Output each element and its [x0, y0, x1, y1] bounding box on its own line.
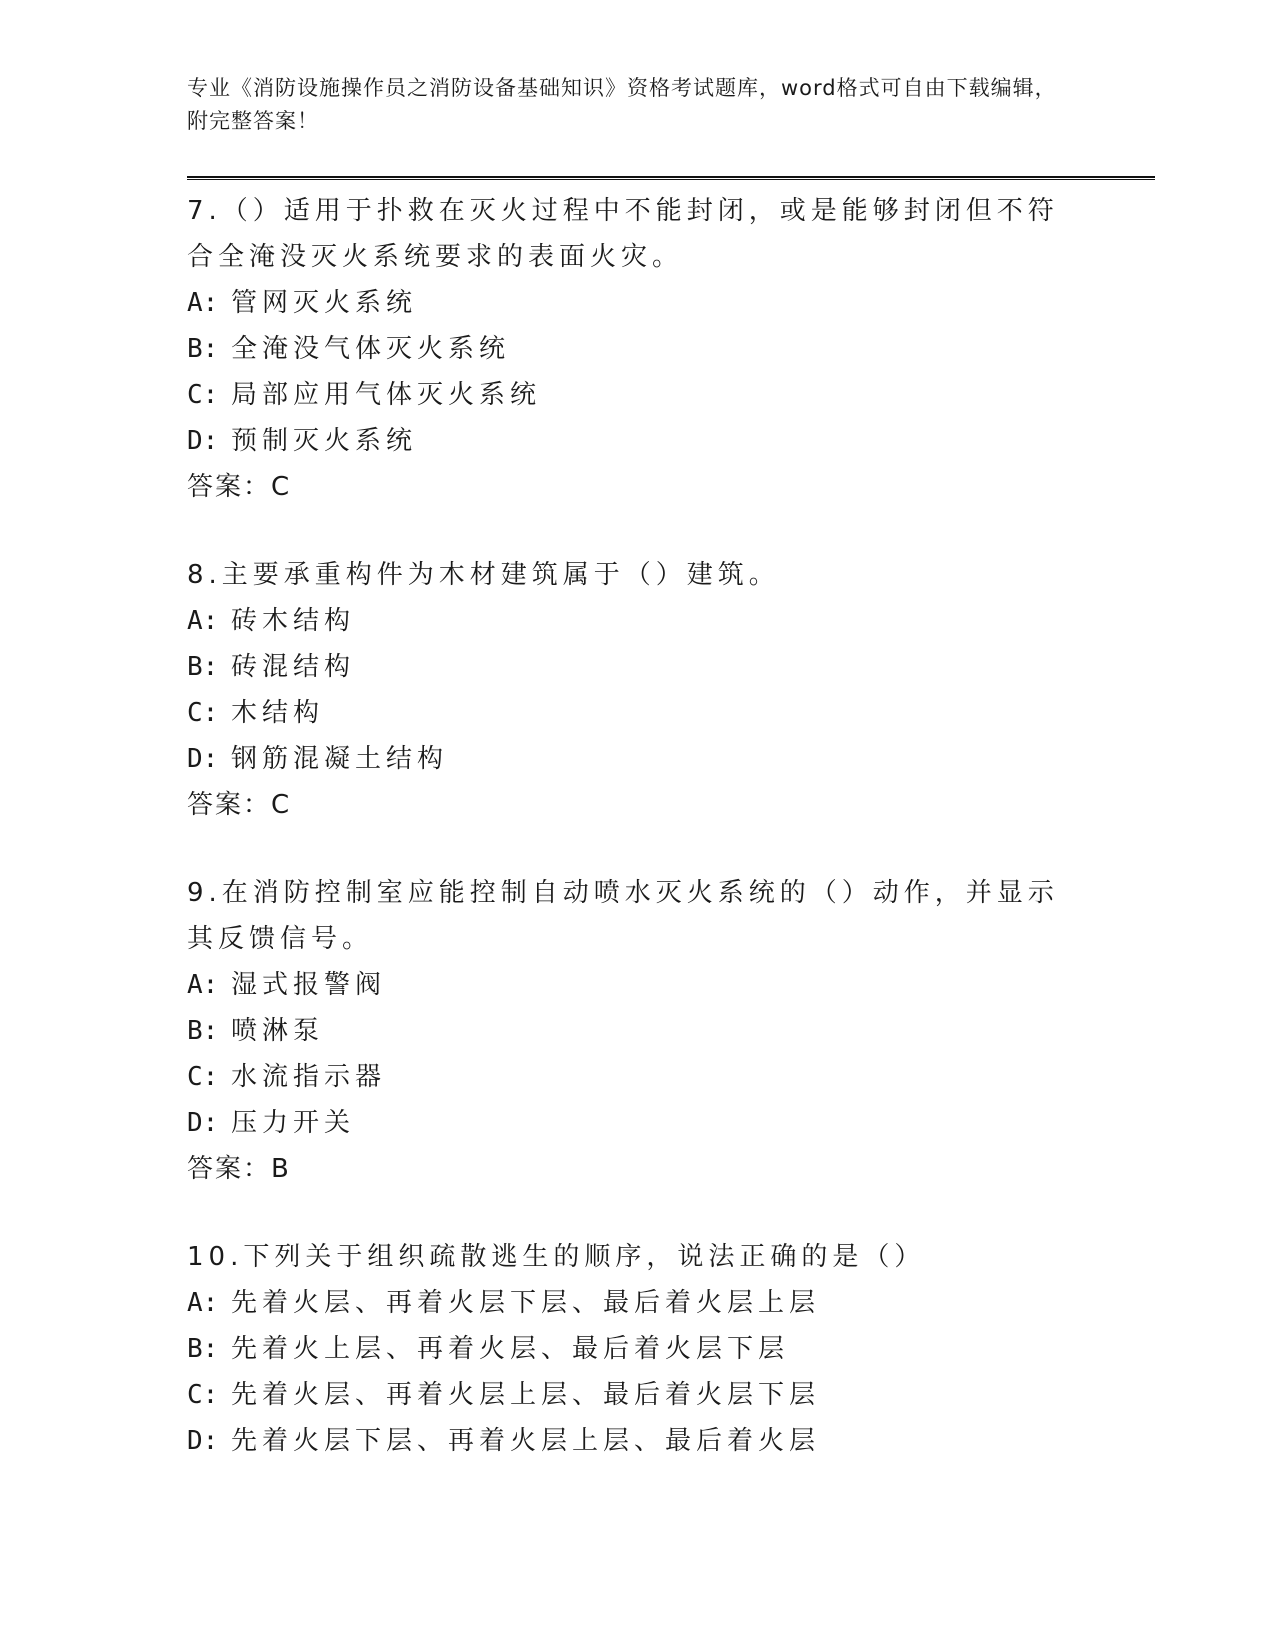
option-key: C: — [187, 380, 219, 410]
option-key: A: — [187, 1288, 219, 1318]
option-key: B: — [187, 1334, 219, 1364]
option-text: 湿式报警阀 — [231, 970, 387, 1000]
question-8 — [187, 552, 1087, 828]
option-text: 先着火层下层、再着火层上层、最后着火层 — [231, 1426, 821, 1456]
question-stem: 8.主要承重构件为木材建筑属于（）建筑。 — [187, 560, 780, 590]
answer-line: 答案：C — [187, 790, 292, 820]
option-d — [187, 418, 1087, 464]
option-d — [187, 1418, 1087, 1464]
option-c — [187, 690, 1087, 736]
question-7 — [187, 188, 1087, 510]
option-d — [187, 736, 1087, 782]
answer-line: 答案：B — [187, 1154, 291, 1184]
option-b — [187, 1326, 1087, 1372]
option-text: 喷淋泵 — [231, 1016, 325, 1046]
question-stem: 10.下列关于组织疏散逃生的顺序，说法正确的是（） — [187, 1242, 926, 1272]
option-text: 全淹没气体灭火系统 — [231, 334, 511, 364]
option-key: C: — [187, 698, 219, 728]
option-text: 水流指示器 — [231, 1062, 387, 1092]
option-key: A: — [187, 970, 219, 1000]
question-stem: 9.在消防控制室应能控制自动喷水灭火系统的（）动作，并显示其反馈信号。 — [187, 878, 1059, 954]
option-text: 压力开关 — [231, 1108, 356, 1138]
option-key: B: — [187, 1016, 219, 1046]
option-a — [187, 962, 1087, 1008]
option-c — [187, 1054, 1087, 1100]
option-key: A: — [187, 288, 219, 318]
option-text: 管网灭火系统 — [231, 288, 418, 318]
option-text: 钢筋混凝土结构 — [231, 744, 449, 774]
question-9 — [187, 870, 1087, 1192]
option-c — [187, 372, 1087, 418]
answer-line: 答案：C — [187, 472, 292, 502]
option-key: D: — [187, 1108, 219, 1138]
header-divider — [187, 176, 1155, 180]
question-list — [187, 188, 1087, 1506]
option-a — [187, 280, 1087, 326]
option-text: 木结构 — [231, 698, 325, 728]
option-text: 局部应用气体灭火系统 — [231, 380, 542, 410]
option-key: D: — [187, 1426, 219, 1456]
option-b — [187, 1008, 1087, 1054]
option-text: 先着火层、再着火层上层、最后着火层下层 — [231, 1380, 821, 1410]
option-key: B: — [187, 334, 219, 364]
option-c — [187, 1372, 1087, 1418]
option-a — [187, 598, 1087, 644]
question-10 — [187, 1234, 1087, 1464]
option-text: 预制灭火系统 — [231, 426, 418, 456]
option-a — [187, 1280, 1087, 1326]
document-intro: 专业《消防设施操作员之消防设备基础知识》资格考试题库，word格式可自由下载编辑，附完整答案！ — [187, 76, 1057, 133]
option-key: C: — [187, 1062, 219, 1092]
option-b — [187, 644, 1087, 690]
option-d — [187, 1100, 1087, 1146]
option-b — [187, 326, 1087, 372]
option-text: 砖混结构 — [231, 652, 356, 682]
question-stem: 7.（）适用于扑救在灭火过程中不能封闭，或是能够封闭但不符合全淹没灭火系统要求的表面火灾。 — [187, 196, 1059, 272]
option-text: 砖木结构 — [231, 606, 356, 636]
option-key: A: — [187, 606, 219, 636]
option-text: 先着火层、再着火层下层、最后着火层上层 — [231, 1288, 821, 1318]
option-key: C: — [187, 1380, 219, 1410]
option-key: B: — [187, 652, 219, 682]
option-key: D: — [187, 744, 219, 774]
option-key: D: — [187, 426, 219, 456]
option-text: 先着火上层、再着火层、最后着火层下层 — [231, 1334, 790, 1364]
